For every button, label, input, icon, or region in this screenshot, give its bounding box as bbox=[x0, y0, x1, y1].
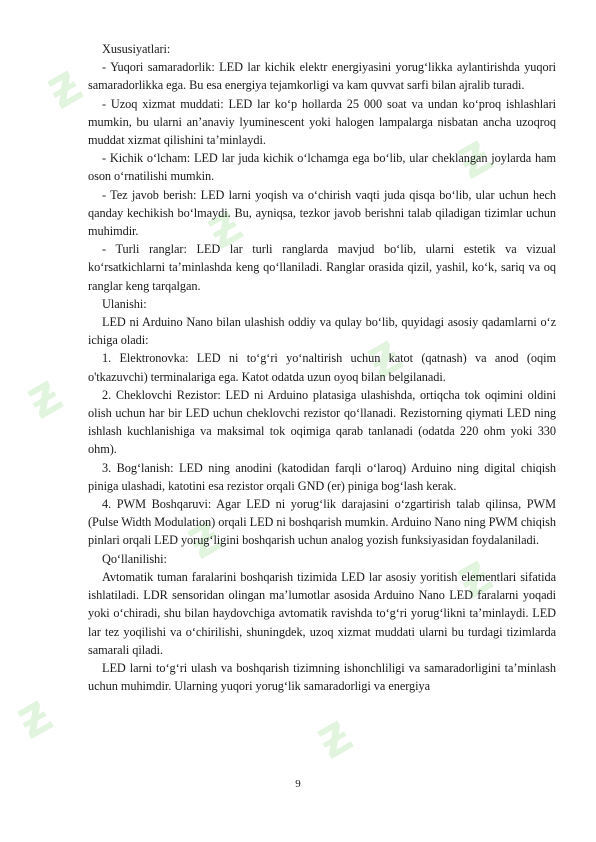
watermark-glyph: ƶ bbox=[304, 700, 362, 772]
heading-features: Xususiyatlari: bbox=[102, 42, 171, 56]
closing-paragraph: LED larni to‘g‘ri ulash va boshqarish tizimning ishonchliligi va samaradorligini ta’minlash uchun muhimdir. Ularning yuqori yorug‘lik samaradorligi va energiya bbox=[88, 660, 556, 694]
connection-step-1: 1. Elektronovka: LED ni to‘g‘ri yo‘naltirish uchun katot (qatnash) va anod (oqim o'tkazuvchi) terminalariga ega. Katot odatda uzun oyoq bilan belgilanadi. bbox=[88, 351, 556, 384]
watermark-glyph: ƶ bbox=[354, 320, 412, 392]
document-body bbox=[88, 40, 556, 695]
connection-step-2: 2. Cheklovchi Rezistor: LED ni Arduino platasiga ulashishda, ortiqcha tok oqimini oldini olish uchun har bir LED uchun cheklovchi rezistor qo‘llanadi. Rezistorning qiymati LED ning ishlash kuchlanishiga va maksimal tok oqimiga qarab tanlanadi (odatda 220 ohm yoki 330 ohm). bbox=[88, 387, 556, 457]
feature-lifetime: - Uzoq xizmat muddati: LED lar ko‘p hollarda 25 000 soat va undan ko‘proq ishlashlari mumkin, bu ularni an’anaviy lyuminescent yoki halogen lampalarga nisbatan ancha uzoqroq muddat xizmat qilishini ta’minlaydi. bbox=[88, 96, 556, 148]
watermark-glyph: ƶ bbox=[444, 120, 502, 192]
feature-efficiency: - Yuqori samaradorlik: LED lar kichik elektr energiyasini yorug‘likka aylantirishda yuqori samaradorlikka ega. Bu esa energiya tejamkorligi va kam quvvat sarfi bilan ajralib turadi. bbox=[88, 60, 556, 93]
feature-response: - Tez javob berish: LED larni yoqish va o‘chirish vaqti juda qisqa bo‘lib, ular uchun hech qanday kechikish bo‘lmaydi. Bu, ayniqsa, tezkor javob berishni talab qiladigan tizimlar uchun muhimdir. bbox=[88, 187, 556, 239]
connection-step-4: 4. PWM Boshqaruvi: Agar LED ni yorug‘lik darajasini o‘zgartirish talab qilinsa, PWM (Pulse Width Modulation) orqali LED ni boshqarish mumkin. Arduino Nano ning PWM chiqish pinlari orqali LED yorug‘ligini boshqarish uchun analog yozish funksiyasidan foydalaniladi. bbox=[88, 497, 556, 548]
watermark-glyph: ƶ bbox=[4, 680, 62, 752]
feature-size: - Kichik o‘lcham: LED lar juda kichik o‘lchamga ega bo‘lib, ular cheklangan joylarda ham oson o‘rnatilishi mumkin. bbox=[88, 151, 556, 184]
watermark-glyph: ƶ bbox=[14, 360, 72, 432]
watermark-glyph: ƶ bbox=[194, 190, 252, 262]
heading-connection: Ulanishi: bbox=[102, 296, 147, 311]
feature-colors: - Turli ranglar: LED lar turli ranglarda mavjud bo‘lib, ularni estetik va vizual ko‘rsatkichlarni ta’minlashda keng qo‘llaniladi. Ranglar orasida qizil, yashil, ko‘k, sariq va oq ranglar keng tarqalgan. bbox=[88, 242, 556, 293]
connection-step-3: 3. Bog‘lanish: LED ning anodini (katodidan farqli o‘laroq) Arduino ning digital chiqish piniga ulashadi, katotini esa rezistor orqali GND (er) piniga bog‘lash kerak. bbox=[88, 460, 556, 493]
connection-intro: LED ni Arduino Nano bilan ulashish oddiy va qulay bo‘lib, quyidagi asosiy qadamlarni o‘z ichiga oladi: bbox=[88, 315, 556, 348]
usage-paragraph: Avtomatik tuman faralarini boshqarish tizimida LED lar asosiy yoritish elementlari sifatida ishlatiladi. LDR sensoridan olingan ma’lumotlar asosida Arduino Nano LED faralarni yoqadi yoki o‘chiradi, shu bilan haydovchiga avtomatik ravishda to‘g‘ri yorug‘likni ta’minlaydi. LED lar tez yoqilishi va o‘chirilishi, shuningdek, uzoq xizmat muddati ularni bu turdagi tizimlarda samarali qiladi. bbox=[88, 569, 556, 657]
watermark-glyph: ƶ bbox=[34, 50, 92, 122]
heading-usage: Qo‘llanilishi: bbox=[102, 551, 167, 566]
page-number: 9 bbox=[295, 778, 301, 790]
watermark-glyph: ƶ bbox=[174, 500, 232, 572]
watermark-glyph: ƶ bbox=[444, 540, 502, 612]
